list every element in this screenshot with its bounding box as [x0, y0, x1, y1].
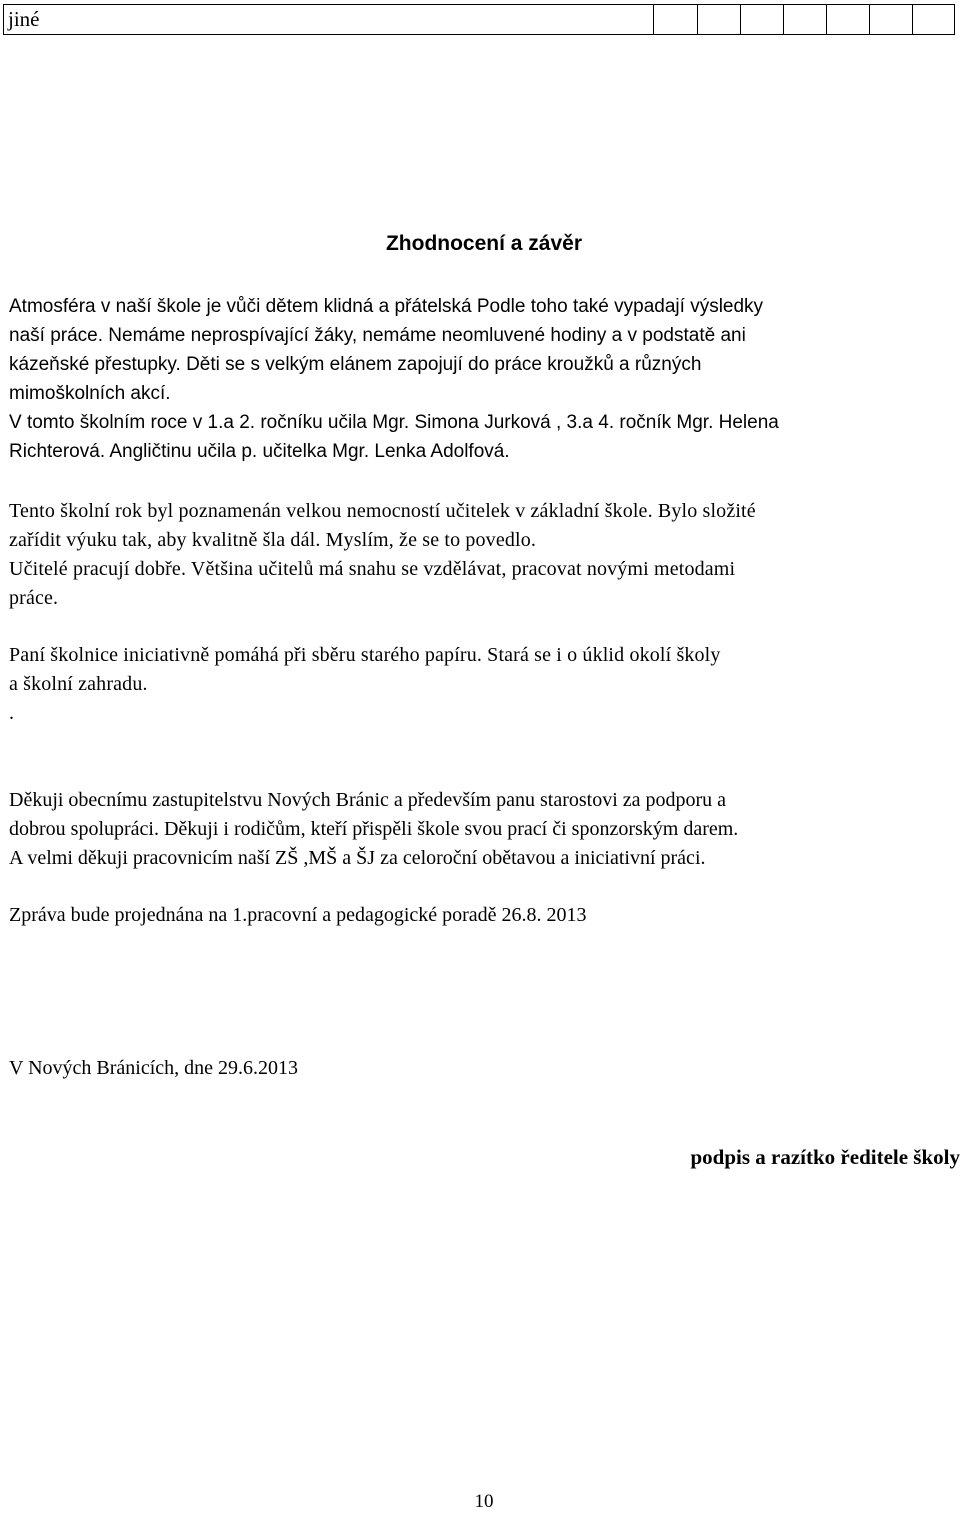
paragraph-caretaker [9, 641, 959, 728]
paragraph-thanks [9, 786, 959, 873]
text-line: Tento školní rok byl poznamenán velkou nemocností učitelek v základní škole. Bylo složité [9, 500, 756, 522]
text-line: zařídit výuku tak, aby kvalitně šla dál. Myslím, že se to povedlo. [9, 529, 537, 551]
paragraph-school-year [9, 497, 959, 613]
text-line: Atmosféra v naší škole je vůči dětem klidná a přátelská Podle toho také vypadají výsledky [9, 296, 764, 317]
text-line: kázeňské přestupky. Děti se s velkým elánem zapojují do práce kroužků a různých [9, 354, 702, 375]
text-line: . [9, 702, 15, 724]
table-cell-empty [913, 5, 955, 35]
text-line: A velmi děkuji pracovnicím naší ZŠ ,MŠ a ŠJ za celoroční obětavou a iniciativní práci. [9, 847, 706, 869]
text-line: Učitelé pracují dobře. Většina učitelů má snahu se vzdělávat, pracovat novými metodami [9, 558, 736, 580]
text-line: Richterová. Angličtinu učila p. učitelka Mgr. Lenka Adolfová. [9, 441, 510, 462]
table-cell-empty [741, 5, 784, 35]
text-line: dobrou spolupráci. Děkuji i rodičům, kteří přispěli škole svou prací či sponzorským darem. [9, 818, 739, 840]
table-cell-empty [870, 5, 913, 35]
text-line: V tomto školním roce v 1.a 2. ročníku učila Mgr. Simona Jurková , 3.a 4. ročník Mgr. Helena [9, 412, 779, 433]
place-date: V Nových Bránicích, dne 29.6.2013 [9, 1057, 299, 1079]
text-line: mimoškolních akcí. [9, 383, 171, 404]
signature-label: podpis a razítko ředitele školy [690, 1145, 960, 1169]
report-note: Zpráva bude projednána na 1.pracovní a pedagogické poradě 26.8. 2013 [9, 904, 587, 926]
table-cell-empty [827, 5, 870, 35]
category-table-row [3, 4, 955, 35]
section-heading: Zhodnocení a závěr [385, 232, 583, 255]
table-cell-label: jiné [4, 5, 654, 35]
paragraph-atmosphere [9, 292, 959, 466]
text-line: a školní zahradu. [9, 673, 148, 695]
text-line: Děkuji obecnímu zastupitelstvu Nových Bránic a především panu starostovi za podporu a [9, 789, 727, 811]
table-cell-empty [784, 5, 827, 35]
page-number: 10 [474, 1491, 494, 1512]
table-cell-empty [654, 5, 698, 35]
table-cell-empty [698, 5, 741, 35]
text-line: naší práce. Nemáme neprospívající žáky, nemáme neomluvené hodiny a v podstatě ani [9, 325, 746, 346]
text-line: Paní školnice iniciativně pomáhá při sběru starého papíru. Stará se i o úklid okolí školy [9, 644, 721, 666]
text-line: práce. [9, 587, 59, 609]
